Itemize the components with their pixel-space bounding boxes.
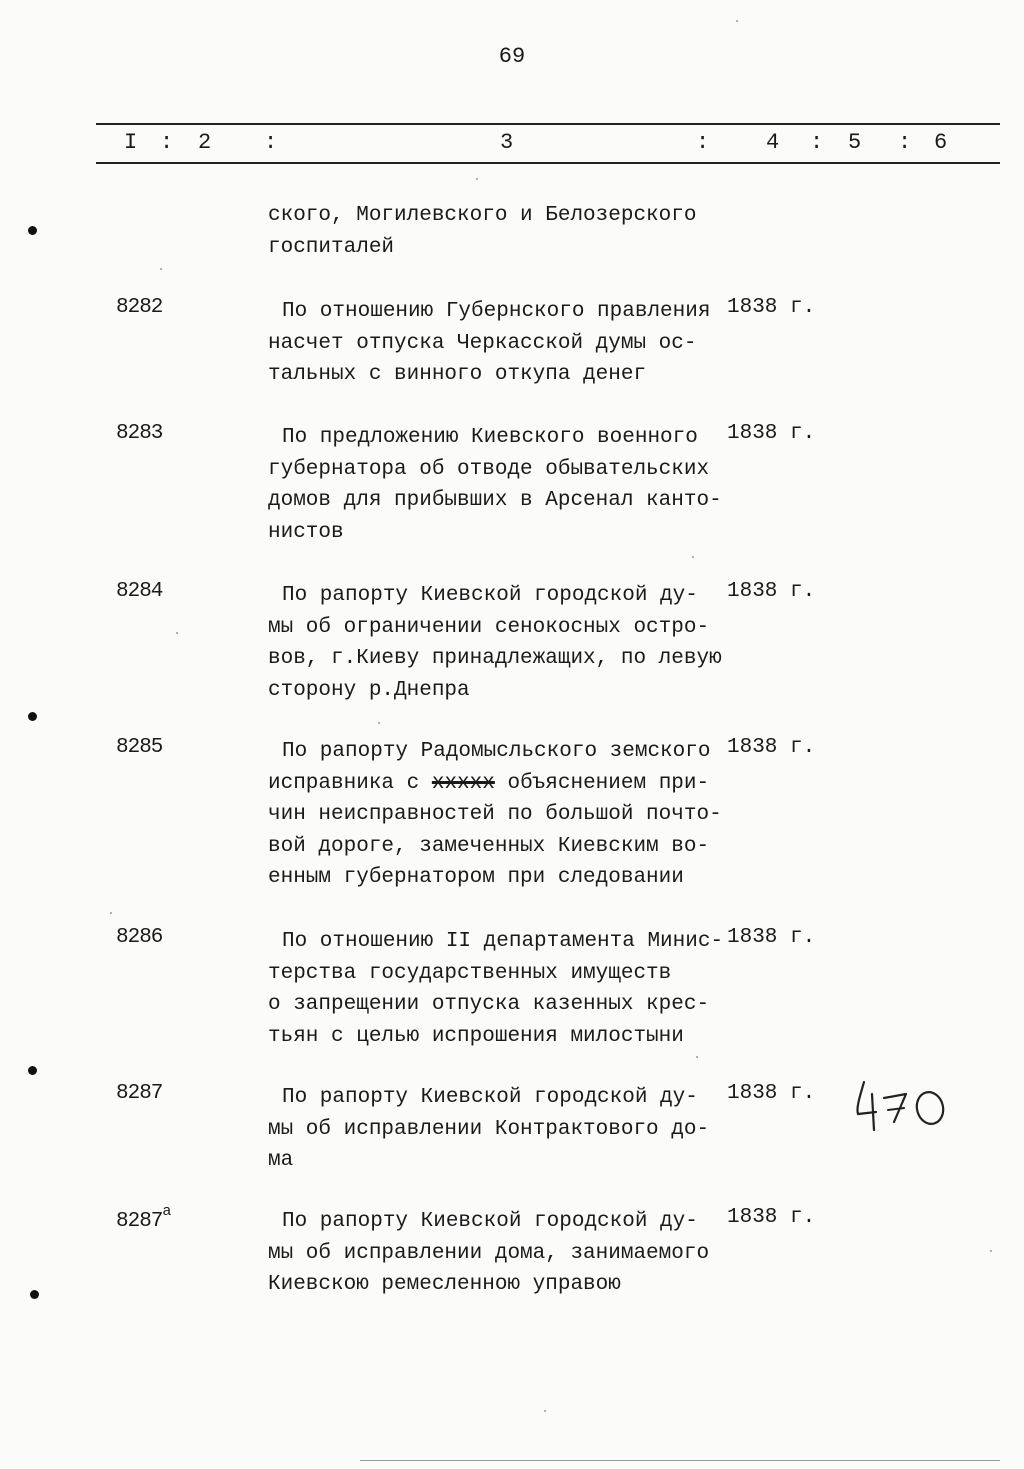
description-line: По отношению Губернского правления bbox=[282, 300, 711, 323]
column-header-4: 4 bbox=[766, 130, 780, 155]
entry-description bbox=[268, 296, 738, 391]
description-line: мы об ограничении сенокосных остро- bbox=[268, 615, 710, 639]
description-line: о запрещении отпуска казенных крес- bbox=[268, 993, 710, 1016]
description-line: домов для прибывших в Арсенал канто- bbox=[268, 489, 722, 512]
page-number: 69 bbox=[498, 44, 526, 69]
entry-number: 8285 bbox=[116, 736, 163, 759]
column-header-2: 2 bbox=[198, 130, 212, 155]
column-header-1: I bbox=[124, 130, 138, 155]
binding-hole-mark bbox=[28, 712, 37, 721]
bottom-edge-line bbox=[360, 1460, 1000, 1461]
entry-description bbox=[268, 200, 738, 263]
entry-number-base: 8287 bbox=[116, 1210, 163, 1233]
scan-speck bbox=[692, 556, 694, 558]
header-rule-top bbox=[96, 123, 1000, 125]
column-separator: : bbox=[696, 130, 710, 155]
column-separator: : bbox=[264, 130, 278, 155]
description-line: По рапорту Киевской городской ду- bbox=[282, 1086, 698, 1109]
handwritten-folio-number bbox=[850, 1072, 960, 1142]
description-line: ма bbox=[268, 1149, 294, 1172]
description-line: По рапорту Киевской городской ду- bbox=[282, 584, 698, 607]
scan-speck bbox=[110, 912, 112, 914]
entry-year: 1838 г. bbox=[727, 422, 816, 445]
description-line: вой дороге, замеченных Киевским во- bbox=[268, 834, 710, 858]
entry-number-suffix: а bbox=[162, 1203, 171, 1220]
scan-speck bbox=[160, 268, 162, 270]
description-line: мы об исправлении Контрактового до- bbox=[268, 1117, 710, 1141]
column-separator: : bbox=[160, 130, 174, 155]
description-line: тьян с целью испрошения милостыни bbox=[268, 1024, 684, 1048]
entry-number: 8287 bbox=[116, 1082, 163, 1105]
struck-word: ххххх bbox=[431, 771, 495, 795]
column-separator: : bbox=[898, 130, 912, 155]
description-line: насчет отпуска Черкасской думы ос- bbox=[268, 331, 697, 355]
description-line: По рапорту Киевской городской ду- bbox=[282, 1210, 698, 1233]
scan-speck bbox=[696, 1056, 698, 1058]
scan-speck bbox=[544, 1410, 546, 1412]
description-line: ского, Могилевского и Белозерского bbox=[268, 204, 697, 227]
description-line: госпиталей bbox=[268, 235, 395, 259]
description-line: енным губернатором при следовании bbox=[268, 866, 684, 889]
entry-number: 8282 bbox=[116, 296, 163, 319]
column-header-row bbox=[0, 130, 1024, 158]
entry-description bbox=[268, 1206, 738, 1301]
description-line: По отношению II департамента Минис- bbox=[282, 930, 724, 953]
entry-description bbox=[268, 926, 738, 1052]
description-line: терства государственных имуществ bbox=[268, 961, 672, 985]
entry-description bbox=[268, 422, 738, 548]
description-line: нистов bbox=[268, 520, 344, 544]
description-line: чин неисправностей по большой почто- bbox=[268, 803, 722, 826]
entry-number: 8283 bbox=[116, 422, 163, 445]
entry-description bbox=[268, 580, 738, 706]
entry-year: 1838 г. bbox=[727, 926, 816, 949]
entry-year: 1838 г. bbox=[727, 296, 816, 319]
binding-hole-mark bbox=[30, 1290, 39, 1299]
entry-number: 8284 bbox=[116, 580, 163, 603]
description-fragment: объяснением при- bbox=[507, 771, 710, 795]
entry-description bbox=[268, 736, 738, 894]
description-line: вов, г.Киеву принадлежащих, по левую bbox=[268, 647, 722, 670]
entry-year: 1838 г. bbox=[727, 580, 816, 603]
column-header-5: 5 bbox=[848, 130, 862, 155]
description-line: тальных с винного откупа денег bbox=[268, 363, 647, 386]
binding-hole-mark bbox=[28, 1066, 37, 1075]
scan-speck bbox=[476, 178, 478, 180]
entry-description bbox=[268, 1082, 738, 1177]
description-line: сторону р.Днепра bbox=[268, 678, 470, 702]
scan-speck bbox=[176, 632, 178, 634]
binding-hole-mark bbox=[28, 226, 37, 235]
description-line: По рапорту Радомысльского земского bbox=[282, 740, 711, 763]
entry-number bbox=[116, 1203, 171, 1233]
entry-number: 8286 bbox=[116, 926, 163, 949]
description-line: Киевскою ремесленною управою bbox=[268, 1273, 621, 1296]
scan-speck bbox=[378, 722, 380, 724]
description-fragment: исправника с bbox=[268, 771, 420, 795]
entry-year: 1838 г. bbox=[727, 1206, 816, 1229]
scan-speck bbox=[736, 20, 738, 22]
entry-year: 1838 г. bbox=[727, 1082, 816, 1105]
description-line: мы об исправлении дома, занимаемого bbox=[268, 1241, 710, 1265]
description-line: губернатора об отводе обывательских bbox=[268, 457, 710, 481]
header-rule-bottom bbox=[96, 162, 1000, 164]
entry-year: 1838 г. bbox=[727, 736, 816, 759]
column-separator: : bbox=[810, 130, 824, 155]
description-line: По предложению Киевского военного bbox=[282, 426, 698, 449]
column-header-3: 3 bbox=[500, 130, 514, 155]
description-line bbox=[268, 768, 738, 800]
scan-speck bbox=[990, 1250, 992, 1252]
column-header-6: 6 bbox=[934, 130, 948, 155]
